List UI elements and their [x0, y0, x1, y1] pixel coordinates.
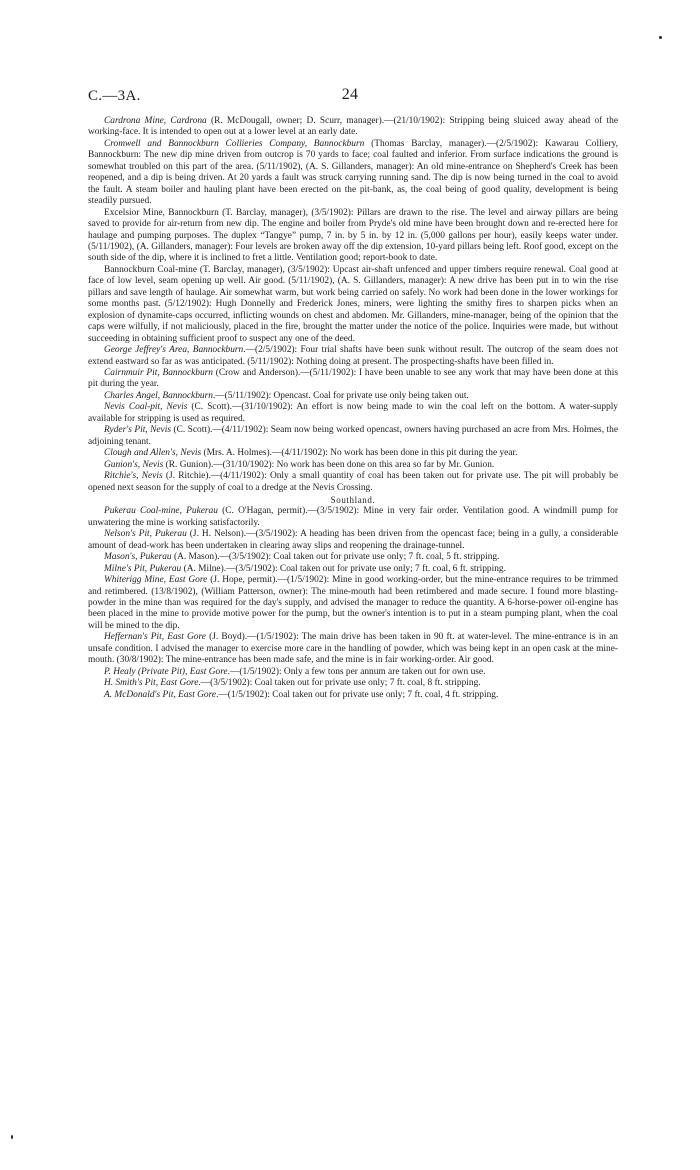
entry-text: Excelsior Mine, Bannockburn (T. Barclay, manager), (3/5/1902): Pillars are drawn to the rise. The level and airway pillars are being saved to provide for air-return from new dip. The engine and boiler from Pryde's old mine have been brought down and re-erected here for haulage and pumping purposes. The duplex “Tangye” pump, 7 in. by 5 in. by 12 in. (5,000 gallons per hour), easily keeps water under. (5/11/1902), (A. Gillanders, manager): Four levels are broken away off the dip extension, 10-yard pillars being left. Roof good, except on the south side of the dip, where it is inclined to fret a little. Ventilation good; report-book to date. [88, 207, 618, 264]
mine-entry [88, 368, 618, 391]
mine-name: A. McDonald's Pit, East Gore [104, 689, 217, 700]
entry-text: .—(1/5/1902): Coal taken out for private use only; 7 ft. coal, 4 ft. stripping. [216, 689, 499, 700]
entry-text: (C. O'Hagan, permit).—(3/5/1902): Mine in very fair order. Ventilation good. A windmill pump for unwatering the mine is working satisfactorily. [88, 506, 618, 528]
speck-mark [11, 1135, 13, 1139]
mine-entry [88, 506, 618, 529]
mine-entry [88, 632, 618, 666]
mine-name: Ryder's Pit, Nevis [104, 425, 171, 436]
mine-name: Gunion's, Nevis [104, 459, 164, 470]
mine-name: Cardrona Mine, Cardrona [104, 116, 207, 126]
mine-entry [88, 552, 618, 563]
document-reference: C.—3A. [88, 88, 141, 104]
page-number: 24 [341, 86, 359, 103]
entry-text: (J. Hope, permit).—(1/5/1902): Mine in good working-order, but the mine-entrance requires to be trimmed and retimbered. (13/8/1902), (William Patterson, owner): The mine-mouth had been retimbered and made secure. I found more blasting-powder in the mine than was required for the day's supply, and advised the manager to reduce the quantity. A 6-horse-power oil-engine has been placed in the mine to provide motive power for the pump, but the owner's intention is to put in a steam pumping plant, when the coal will be mined to the dip. [88, 575, 618, 631]
mine-name: Clough and Allen's, Nevis [104, 448, 202, 459]
mine-entry [88, 678, 618, 689]
entry-text: (A. Milne).—(3/5/1902): Coal taken out for private use only; 7 ft. coal, 6 ft. stripping. [181, 563, 506, 574]
mine-name: Mason's, Pukerau [104, 552, 172, 563]
report-body [88, 116, 618, 701]
mine-name: Heffernan's Pit, East Gore [104, 632, 206, 643]
mine-name: Cromwell and Bannockburn Collieries Company, Bannockburn [104, 138, 365, 149]
entry-text: .—(2/5/1902): Four trial shafts have been sunk without result. The outcrop of the seam does not extend eastward so far as was anticipated. (5/11/1902): Nothing doing at present. The prospecting-shafts have been filled in. [88, 345, 618, 367]
entry-text: (Mrs. A. Holmes).—(4/11/1902): No work has been done in this pit during the year. [201, 448, 518, 459]
entry-text: (J. H. Nelson).—(3/5/1902): A heading has been driven from the opencast face; being in a gully, a considerable amount of dead-work has been undertaken in clearing away slips and reopening the drainage-tunnel. [88, 529, 618, 551]
entry-text: (Thomas Barclay, manager).—(2/5/1902): Kawarau Colliery, Bannockburn: The new dip mine driven from outcrop is 70 yards to face; coal faulted and inferior. From surface indications the ground is somewhat troubled on this part of the area. (5/11/1902), (A. S. Gillanders, manager): An old mine-entrance on Shepherd's Creek has been reopened, and a dip is being driven. At 20 yards a fault was struck carrying running sand. The dip is now being turned in the coal to avoid the fault. A steam boiler and hauling plant have been erected on the pit-bank, as, the coal being of good quality, development is being steadily pursued. [88, 138, 618, 207]
mine-name: Milne's Pit, Pukerau [104, 563, 182, 574]
mine-entry [88, 139, 618, 208]
mine-entry [88, 448, 618, 459]
mine-entry [88, 667, 618, 678]
mine-entry [88, 575, 618, 632]
entry-text: .—(1/5/1902): Only a few tons per annum are taken out for own use. [227, 666, 486, 677]
entry-text: (R. McDougall, owner; D. Scurr, manager).—(21/10/1902): Stripping being sluiced away ahead of the working-face. It is intended to open out at a lower level at an early date. [88, 116, 619, 138]
entry-text: (C. Scott).—(31/10/1902): An effort is now being made to win the coal left on the bottom. A water-supply available for stripping is used as required. [88, 402, 618, 424]
mine-entry [88, 471, 618, 494]
mine-name: Ritchie's, Nevis [104, 471, 163, 482]
mine-name: Nevis Coal-pit, Nevis [104, 402, 188, 413]
mine-name: Whiterigg Mine, East Gore [104, 575, 208, 586]
mine-entry [88, 690, 618, 701]
entry-text: (Crow and Anderson).—(5/11/1902): I have been unable to see any work that may have been done at this pit during the year. [88, 367, 618, 390]
mine-entry [88, 345, 618, 368]
mine-entry [88, 564, 618, 575]
entry-text: .—(5/11/1902): Opencast. Coal for private use only being taken out. [212, 390, 469, 401]
section-heading: Southland. [330, 494, 376, 505]
mine-name: H. Smith's Pit, East Gore [104, 678, 199, 689]
mine-name: P. Healy (Private Pit), East Gore [104, 666, 228, 677]
mine-entry [88, 116, 618, 139]
mine-entry [88, 265, 618, 345]
entry-text: (J. Ritchie).—(4/11/1902): Only a small quantity of coal has been taken out for private use. The pit will probably be opened next season for the supply of coal to a dredge at the Nevis Crossing. [88, 471, 618, 493]
mine-entry [88, 460, 618, 471]
entry-text: .—(3/5/1902): Coal taken out for private use only; 7 ft. coal, 8 ft. stripping. [198, 678, 481, 689]
speck-mark [659, 36, 662, 39]
mine-name: Nelson's Pit, Pukerau [104, 529, 187, 540]
entry-text: (A. Mason).—(3/5/1902): Coal taken out for private use only; 7 ft. coal, 5 ft. stripping. [171, 552, 500, 563]
mine-name: Charles Angel, Bannockburn [104, 390, 213, 401]
mine-name: Cairnmuir Pit, Bannockburn [104, 367, 213, 378]
mine-entry [88, 402, 618, 425]
mine-entry [88, 391, 618, 402]
mine-entry [88, 208, 618, 265]
mine-entry [88, 529, 618, 552]
entry-text: (C. Scott).—(4/11/1902): Seam now being worked opencast, owners having purchased an acre from Mrs. Holmes, the adjoining tenant. [88, 425, 618, 447]
entry-text: (J. Boyd).—(1/5/1902): The main drive has been taken in 90 ft. at water-level. The mine-entrance is in an unsafe condition. I advised the manager to exercise more care in the handling of powder, which was being kept in an open cask at the mine-mouth. (30/8/1902): The mine-entrance has been made safe, and the mine is in fair working-order. Air good. [88, 632, 618, 666]
entry-text: (R. Gunion).—(31/10/1902): No work has been done on this area so far by Mr. Gunion. [163, 459, 495, 470]
entry-text: Bannockburn Coal-mine (T. Barclay, manager), (3/5/1902): Upcast air-shaft unfenced and upper timbers require renewal. Coal good at face of low level, seam opening up well. Air good. (5/11/1902), (A. S. Gillanders, manager): A new drive has been put in to win the rise pillars and save length of haulage. Air somewhat warm, but work being carried on safely. No work had been done in the lower workings for some months past. (5/12/1902): Hugh Donnelly and Frederick Jones, miners, were lighting the smithy fires to sharpen picks when an explosion of dynamite-caps occurred, inflicting wounds on chest and abdomen. Mr. Gillanders, mine-manager, being of the opinion that the caps were wilfully, if not maliciously, placed in the fire, brought the matter under the notice of the police. Inquiries were made, but without succeeding in obtaining sufficient proof to suspect any one of the deed. [88, 264, 618, 344]
mine-entry [88, 425, 618, 448]
mine-name: Pukerau Coal-mine, Pukerau [104, 506, 218, 517]
mine-name: George Jeffrey's Area, Bannockburn [104, 345, 244, 356]
